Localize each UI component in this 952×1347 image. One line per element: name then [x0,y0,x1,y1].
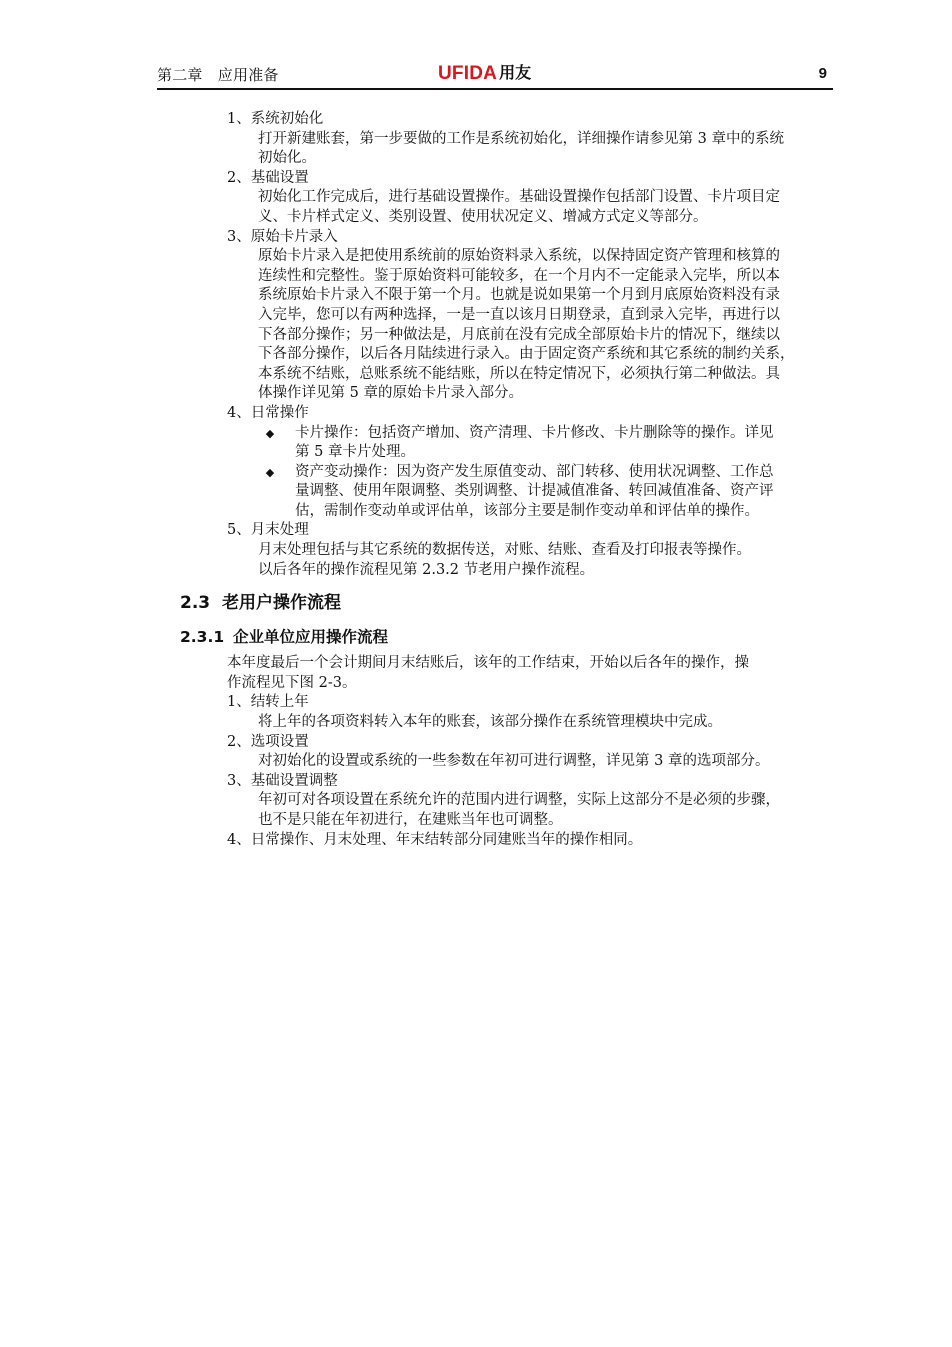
ufida-logo [438,63,531,85]
paragraph-line: 月末处理包括与其它系统的数据传送，对账、结账、查看及打印报表等操作。 [258,542,751,559]
logo-text-cn: 用友 [499,63,532,82]
paragraph-line: 义、卡片样式定义、类别设置、使用状况定义、增减方式定义等部分。 [258,208,708,225]
paragraph-line: 将上年的各项资料转入本年的账套，该部分操作在系统管理模块中完成。 [258,714,722,731]
paragraph-line: 原始卡片录入是把使用系统前的原始资料录入系统，以保持固定资产管理和核算的 [258,248,780,265]
paragraph-line: 年初可对各项设置在系统允许的范围内进行调整，实际上这部分不是必须的步骤， [258,792,780,809]
bullet-line: 量调整、使用年限调整、类别调整、计提减值准备、转回减值准备、资产评 [295,483,774,500]
item-title: 3、原始卡片录入 [227,228,338,245]
page-header [157,60,833,90]
section-number: 2.3 [180,593,211,614]
bullet-line: 第 5 章卡片处理。 [295,444,415,461]
chapter-title: 第二章 应用准备 [157,66,279,84]
logo-text-en: UFIDA [438,63,498,84]
page-body [180,110,834,850]
paragraph-line: 对初始化的设置或系统的一些参数在年初可进行调整，详见第 3 章的选项部分。 [258,753,770,770]
item-title: 3、基础设置调整 [227,772,338,789]
bullet-line: 卡片操作：包括资产增加、资产清理、卡片修改、卡片删除等的操作。详见 [295,424,774,441]
item-title: 2、基础设置 [227,169,309,186]
paragraph-line: 作流程见下图 2-3。 [227,674,357,691]
bullet-line: 资产变动操作：因为资产发生原值变动、部门转移、使用状况调整、工作总 [295,463,774,480]
paragraph-line: 本年度最后一个会计期间月末结账后，该年的工作结束，开始以后各年的操作，操 [227,655,749,672]
paragraph-line: 本系统不结账，总账系统不能结账，所以在特定情况下，必须执行第二种做法。具 [258,365,780,382]
item-title: 1、结转上年 [227,694,309,711]
diamond-bullet-icon: ◆ [265,465,275,479]
subsection-title: 企业单位应用操作流程 [233,628,389,647]
bullet-line: 估，需制作变动单或评估单，该部分主要是制作变动单和评估单的操作。 [295,502,759,519]
subsection-number: 2.3.1 [180,628,225,647]
paragraph-line: 以后各年的操作流程见第 2.3.2 节老用户操作流程。 [258,561,595,578]
item-title: 1、系统初始化 [227,111,324,127]
item-title: 5、月末处理 [227,522,309,539]
diamond-bullet-icon: ◆ [265,426,275,440]
section-title: 老用户操作流程 [222,593,341,614]
item-title: 4、日常操作 [227,404,309,421]
paragraph-line: 初始化。 [258,150,316,167]
bullet-item [180,424,834,463]
section-heading [180,590,834,616]
item-title: 4、日常操作、月末处理、年末结转部分同建账当年的操作相同。 [227,831,643,848]
bullet-item [180,463,834,522]
paragraph-line: 下各部分操作；另一种做法是，月底前在没有完成全部原始卡片的情况下，继续以 [258,326,780,343]
page-number: 9 [818,65,827,82]
paragraph-line: 打开新建账套，第一步要做的工作是系统初始化，详细操作请参见第 3 章中的系统 [258,130,784,147]
paragraph-line: 连续性和完整性。鉴于原始资料可能较多，在一个月内不一定能录入完毕，所以本 [258,267,780,284]
paragraph-line: 也不是只能在年初进行，在建账当年也可调整。 [258,812,563,828]
paragraph-line: 初始化工作完成后，进行基础设置操作。基础设置操作包括部门设置、卡片项目定 [258,189,780,206]
paragraph-line: 入完毕，您可以有两种选择，一是一直以该月日期登录，直到录入完毕，再进行以 [258,306,780,323]
subsection-heading [180,626,834,648]
paragraph-line: 体操作详见第 5 章的原始卡片录入部分。 [258,385,523,402]
paragraph-line: 系统原始卡片录入不限于第一个月。也就是说如果第一个月到月底原始资料没有录 [258,287,780,304]
paragraph-line: 下各部分操作，以后各月陆续进行录入。由于固定资产系统和其它系统的制约关系， [258,346,795,363]
item-title: 2、选项设置 [227,733,309,750]
